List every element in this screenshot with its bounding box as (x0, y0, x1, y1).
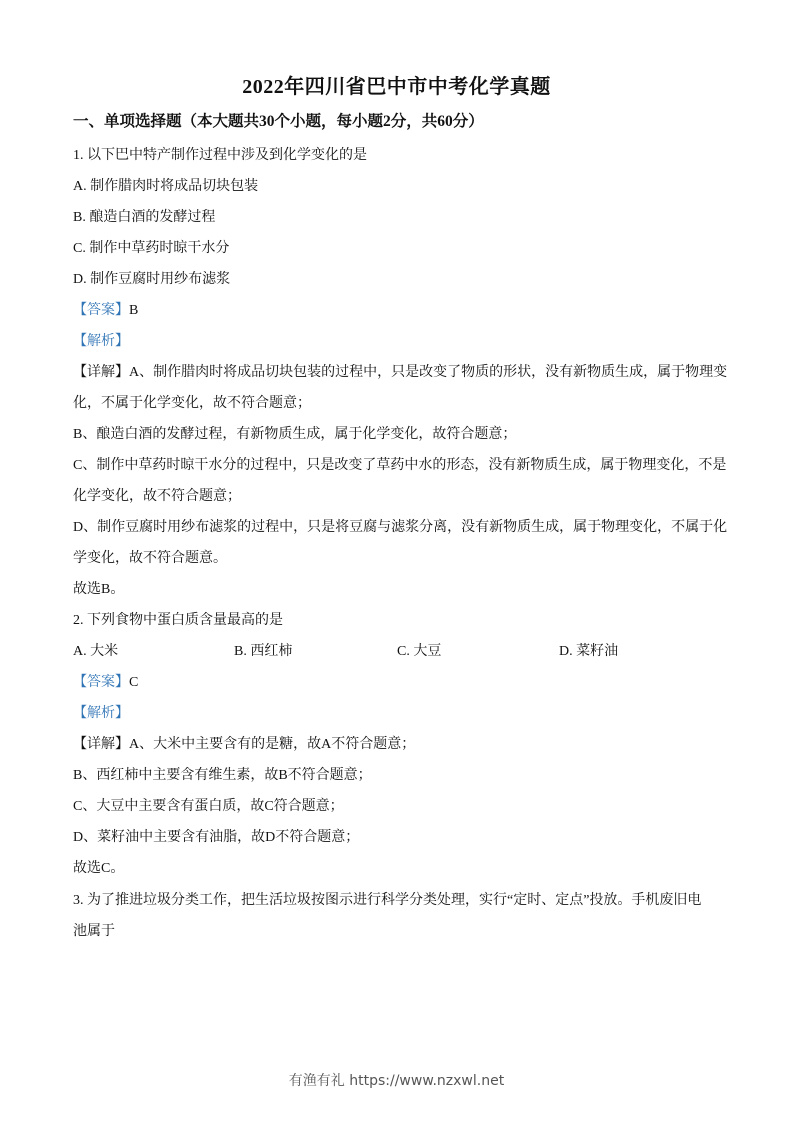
q1-option-b: B. 酿造白酒的发酵过程 (73, 210, 216, 225)
footer-watermark: 有渔有礼 https://www.nzxwl.net (288, 1073, 505, 1089)
q3-stem: 池属于 (73, 924, 115, 939)
q2-detail-line: B、西红柿中主要含有维生素，故B不符合题意； (73, 768, 372, 783)
q3-stem: 3. 为了推进垃圾分类工作，把生活垃圾按图示进行科学分类处理，实行“定时、定点”投放。手机废旧电 (73, 893, 702, 908)
q1-stem: 1. 以下巴中特产制作过程中涉及到化学变化的是 (73, 148, 367, 163)
q2-detail-line: 【详解】A、大米中主要含有的是糖，故A不符合题意； (73, 737, 416, 752)
q1-option-c: C. 制作中草药时晾干水分 (73, 241, 230, 256)
q2-analysis-tag: 【解析】 (73, 706, 129, 721)
section-heading: 一、单项选择题（本大题共30个小题，每小题2分，共60分） (73, 113, 484, 130)
q1-detail-line: 学变化，故不符合题意。 (73, 551, 227, 566)
q2-detail-line: C、大豆中主要含有蛋白质，故C符合题意； (73, 799, 344, 814)
q1-option-a: A. 制作腊肉时将成品切块包装 (73, 179, 259, 194)
q2-detail-line: D、菜籽油中主要含有油脂，故D不符合题意； (73, 830, 360, 845)
q2-option-a: A. 大米 (73, 644, 119, 659)
q2-option-d: D. 菜籽油 (559, 644, 619, 659)
q1-detail-line: 【详解】A、制作腊肉时将成品切块包装的过程中，只是改变了物质的形状，没有新物质生成，属于物理变 (73, 365, 728, 380)
q2-stem: 2. 下列食物中蛋白质含量最高的是 (73, 613, 283, 628)
document-title: 2022年四川省巴中市中考化学真题 (242, 76, 551, 98)
answer-value: B (129, 303, 139, 318)
q1-detail-line: C、制作中草药时晾干水分的过程中，只是改变了草药中水的形态，没有新物质生成，属于物理变化，不是 (73, 458, 727, 473)
q1-analysis-tag: 【解析】 (73, 334, 129, 349)
q1-option-d: D. 制作豆腐时用纱布滤浆 (73, 272, 231, 287)
q1-answer (73, 299, 138, 319)
answer-tag: 【答案】 (73, 303, 129, 318)
q2-conclusion: 故选C。 (73, 861, 125, 876)
q1-conclusion: 故选B。 (73, 582, 125, 597)
q2-option-b: B. 西红柿 (234, 644, 293, 659)
q1-detail-line: 化学变化，故不符合题意； (73, 489, 241, 504)
q1-detail-line: D、制作豆腐时用纱布滤浆的过程中，只是将豆腐与滤浆分离，没有新物质生成，属于物理变化，不属于化 (73, 520, 728, 535)
q1-detail-line: 化，不属于化学变化，故不符合题意； (73, 396, 311, 411)
q1-detail-line: B、酿造白酒的发酵过程，有新物质生成，属于化学变化，故符合题意； (73, 427, 517, 442)
q2-answer: 【答案】C (73, 675, 139, 690)
q2-option-c: C. 大豆 (397, 644, 442, 659)
